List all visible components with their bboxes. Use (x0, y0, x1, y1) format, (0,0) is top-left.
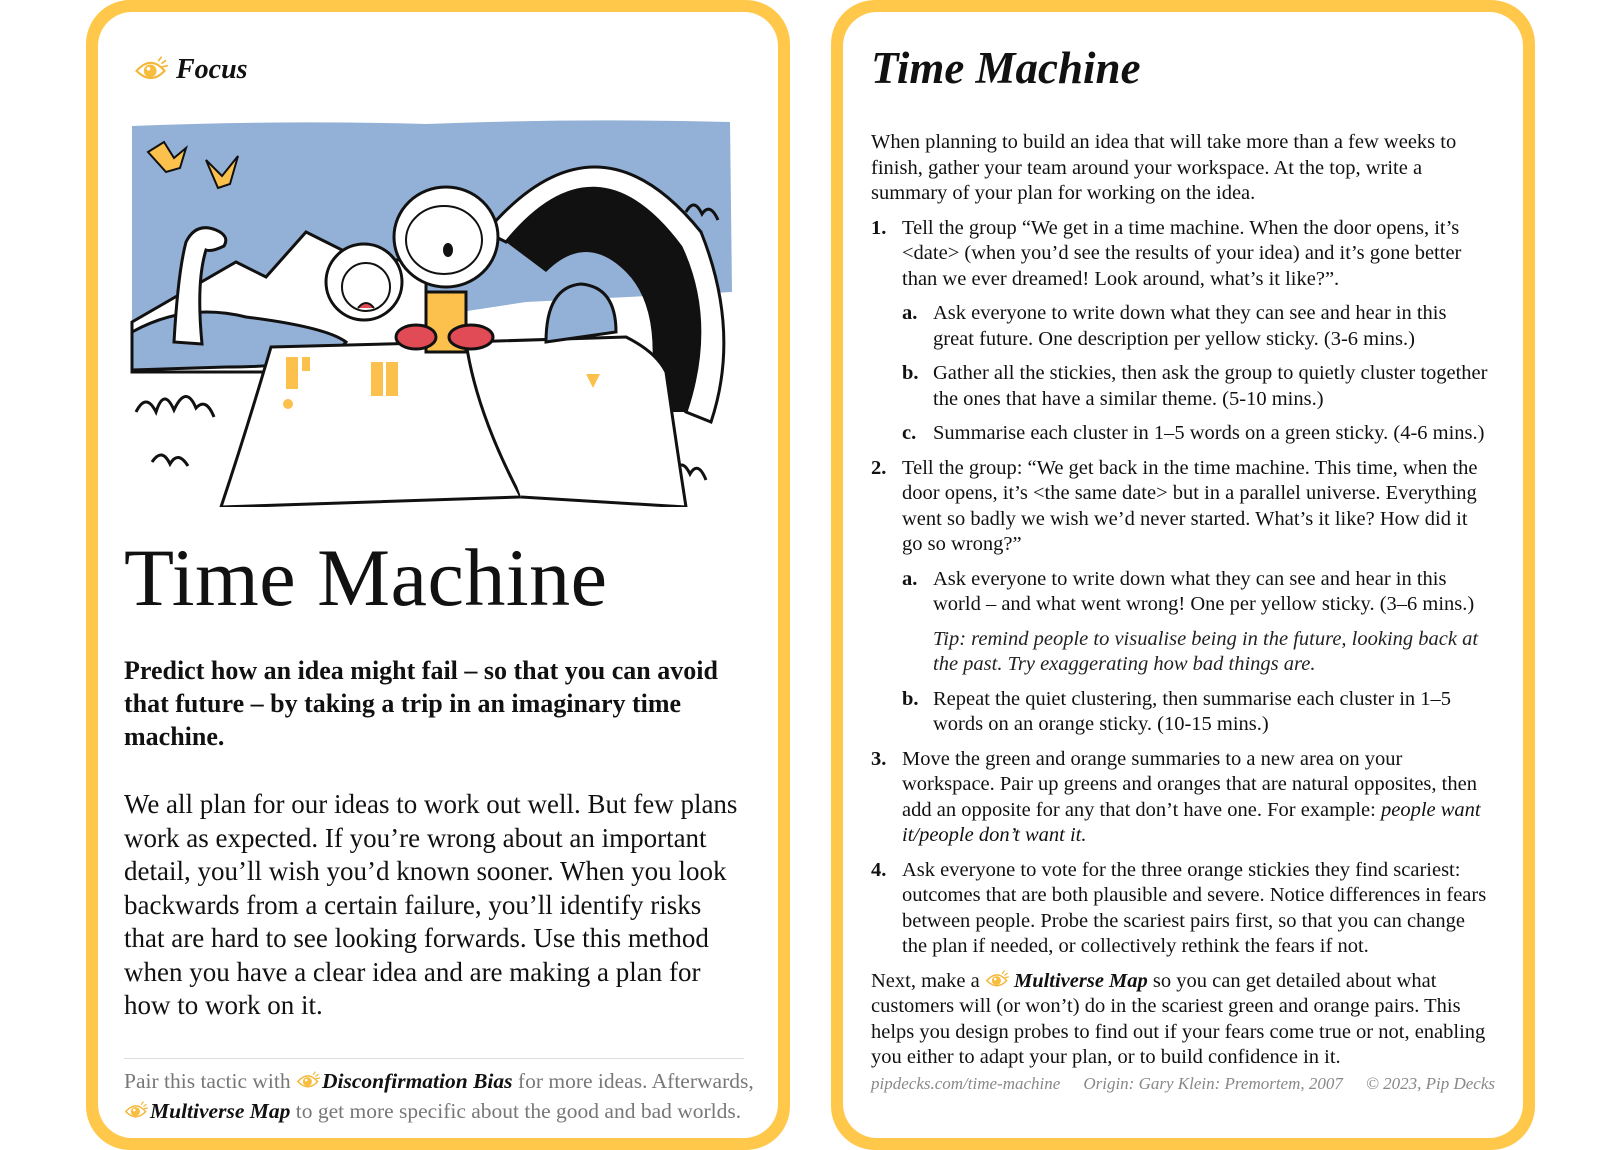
pairing-middle: for more ideas. Afterwards, (512, 1069, 754, 1093)
next-text (871, 969, 1489, 1071)
substep (902, 687, 1489, 738)
category-header (134, 54, 248, 86)
card-lead: Predict how an idea might fail – so that you can avoid that future – by taking a trip in an imaginary time machine. (124, 656, 718, 751)
step-number: 3. (871, 747, 887, 770)
eye-icon (124, 1101, 148, 1121)
card-description: We all plan for our ideas to work out well. But few plans work as expected. If you’re wrong about an important detail, you’ll wish you’d known sooner. When you look backwards from a certain failure, you’ll identify risks that are hard to see looking forwards. Use this method when you have a clear idea and are making a plan for how to work on it. (124, 789, 738, 1020)
intro-text: When planning to build an idea that will take more than a few weeks to finish, gather your team around your workspace. At the top, write a summary of your plan for working on the idea. (871, 131, 1457, 204)
substep-text: Repeat the quiet clustering, then summarise each cluster in 1–5 words on an orange sticky. (10-15 mins.) (933, 687, 1452, 735)
tip-text: Tip: remind people to visualise being in the future, looking back at the past. Try exaggerating how bad things are. (933, 627, 1479, 675)
next-suffix: so you can get detailed about what customers will (or won’t) do in the scariest green and orange pairs. This helps you design probes to find out if your fears come true or not, enabling you either to adapt your plan, or to build confidence in it. (871, 969, 1486, 1068)
eye-icon (296, 1071, 320, 1091)
substep (902, 567, 1489, 678)
substep-text: Ask everyone to write down what they can see and hear in this great future. One description per yellow sticky. (3-6 mins.) (933, 302, 1447, 350)
substep-text: Summarise each cluster in 1–5 words on a green sticky. (4-6 mins.) (933, 422, 1485, 444)
card-back-body (843, 12, 1523, 1138)
card-title: Time Machine (124, 532, 608, 623)
link-multiverse-map[interactable]: Multiverse Map (150, 1099, 291, 1123)
footer-copyright: © 2023, Pip Decks (1365, 1074, 1495, 1093)
card-footer (871, 1074, 1495, 1094)
link-disconfirmation-bias[interactable]: Disconfirmation Bias (321, 1069, 513, 1093)
substep-letter: b. (902, 362, 919, 384)
eye-icon (134, 56, 168, 84)
link-multiverse-map[interactable]: Multiverse Map (1013, 969, 1148, 992)
card-back (831, 0, 1535, 1150)
substep-letter: b. (902, 687, 919, 710)
footer-url[interactable]: pipdecks.com/time-machine (871, 1074, 1061, 1093)
eye-icon (985, 970, 1009, 990)
step-text: Tell the group “We get in a time machine. When the door opens, it’s <date> (when you’d see the results of your idea) and it’s gone better than we ever dreamed! Look around, what’s it like?”. (902, 216, 1462, 290)
substep (902, 421, 1489, 447)
step-text: Tell the group: “We get back in the time machine. This time, when the door opens, it’s <the same date> but in a parallel universe. Everything went so badly we wish we’d never started. What’s it like? How did it go so wrong?” (902, 456, 1478, 555)
category-label: Focus (176, 54, 248, 85)
step-2 (871, 456, 1489, 738)
substep (902, 361, 1489, 412)
card-front-body (98, 12, 778, 1138)
step-number: 4. (871, 858, 887, 881)
substep (902, 301, 1489, 352)
step-number: 1. (871, 216, 887, 239)
substep-text: Gather all the stickies, then ask the group to quietly cluster together the ones that have a similar theme. (5-10 mins.) (933, 362, 1488, 410)
divider (124, 1058, 744, 1059)
substep-letter: a. (902, 302, 918, 324)
step-3 (871, 747, 1489, 849)
pairing-note (124, 1066, 764, 1126)
pairing-suffix: to get more specific about the good and bad worlds. (290, 1099, 742, 1123)
step-number: 2. (871, 456, 887, 479)
step-4 (871, 858, 1489, 960)
next-prefix: Next, make a (871, 969, 985, 992)
time-machine-illustration (126, 112, 738, 507)
step-text: Ask everyone to vote for the three orange stickies they find scariest: outcomes that are both plausible and severe. Notice differences in fears between people. Probe the scariest pairs first, so that you can change the plan if needed, or collectively rethink the fears if not. (902, 858, 1487, 957)
step-1 (871, 216, 1489, 447)
instructions (871, 130, 1489, 1071)
substep-letter: c. (902, 422, 917, 444)
pairing-prefix: Pair this tactic with (124, 1069, 296, 1093)
footer-origin: Origin: Gary Klein: Premortem, 2007 (1083, 1074, 1343, 1093)
step-example: people want it/people don’t want it. (902, 798, 1481, 846)
substep-text: Ask everyone to write down what they can see and hear in this world – and what went wrong! One per yellow sticky. (3–6 mins.) (933, 567, 1475, 615)
substep-letter: a. (902, 567, 918, 590)
instructions-title: Time Machine (871, 43, 1141, 93)
card-front (86, 0, 790, 1150)
step-text: Move the green and orange summaries to a new area on your workspace. Pair up greens and oranges that are natural opposites, then add an opposite for any that don’t have one. For example: (902, 747, 1477, 821)
